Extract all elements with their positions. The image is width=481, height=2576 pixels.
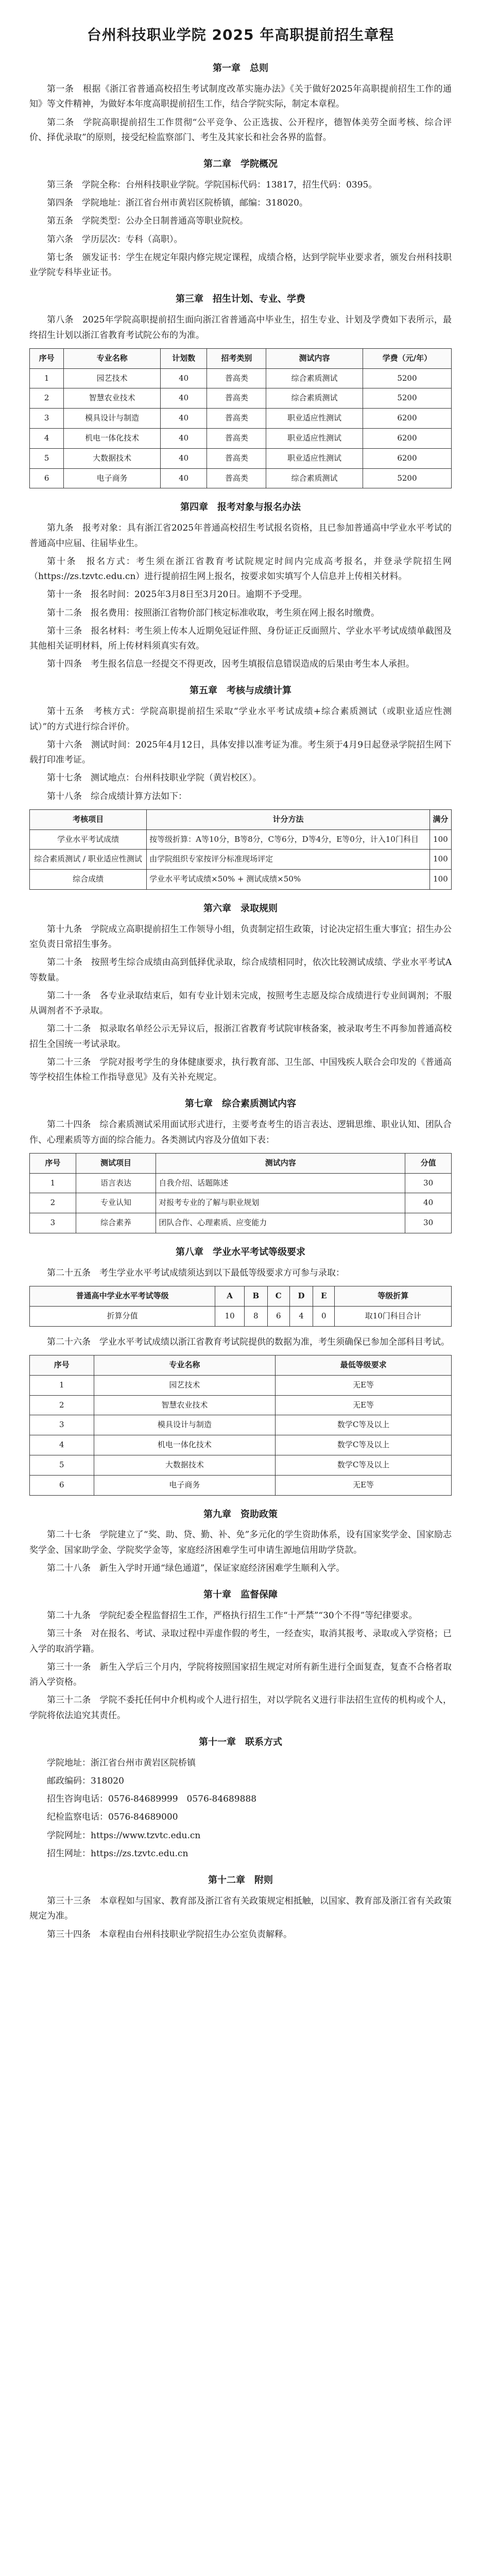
table-cell: 无E等 bbox=[276, 1395, 452, 1415]
chapter-6 bbox=[29, 901, 452, 1085]
table-cell: 语言表达 bbox=[76, 1173, 156, 1193]
contact-line: 学院地址：浙江省台州市黄岩区院桥镇 bbox=[47, 1757, 196, 1768]
paragraph: 第三十条 对在报名、考试、录取过程中弄虚作假的考生，一经查实，取消其报考、录取或入学资格；已入学的取消学籍。 bbox=[29, 1629, 452, 1654]
table-row bbox=[30, 1213, 452, 1233]
table-cell: 4 bbox=[30, 429, 64, 449]
table-header: 普通高中学业水平考试等级 bbox=[30, 1286, 215, 1307]
table-row bbox=[30, 368, 452, 388]
table-cell: 30 bbox=[405, 1213, 452, 1233]
document-title: 台州科技职业学院 2025 年高职提前招生章程 bbox=[87, 26, 394, 43]
table-cell: 6200 bbox=[363, 409, 451, 429]
table-cell: 学业水平考试成绩 bbox=[30, 829, 147, 850]
table-cell: 6 bbox=[267, 1306, 289, 1326]
chapter-heading: 第九章 资助政策 bbox=[203, 1509, 278, 1520]
chapter-5 bbox=[29, 683, 452, 804]
table-header: C bbox=[267, 1286, 289, 1307]
paragraph: 第三条 学院全称：台州科技职业学院。学院国标代码：13817，招生代码：0395。 bbox=[47, 180, 377, 190]
paragraph: 第十四条 考生报名信息一经提交不得更改，因考生填报信息错误造成的后果由考生本人承担。 bbox=[47, 659, 415, 670]
table-cell: 无E等 bbox=[276, 1475, 452, 1495]
table-row bbox=[30, 829, 452, 850]
table-header: 序号 bbox=[30, 1355, 94, 1375]
table-row bbox=[30, 1395, 452, 1415]
table-header: 计分方法 bbox=[147, 809, 430, 829]
table-cell: 电子商务 bbox=[94, 1475, 276, 1495]
table-header: 满分 bbox=[430, 809, 451, 829]
table-cell: 6 bbox=[30, 468, 64, 488]
table-row bbox=[30, 1193, 452, 1213]
table-cell: 10 bbox=[215, 1306, 245, 1326]
table-cell: 3 bbox=[30, 409, 64, 429]
chapter-4 bbox=[29, 500, 452, 672]
paragraph: 第十三条 报名材料：考生须上传本人近期免冠证件照、身份证正反面照片、学业水平考试成绩单截图及其他相关证明材料，所上传材料须真实有效。 bbox=[29, 625, 452, 651]
table-cell: 大数据技术 bbox=[94, 1455, 276, 1475]
paragraph: 第二十条 按照考生综合成绩由高到低择优录取，综合成绩相同时，依次比较测试成绩、学业水平考试A等数量。 bbox=[29, 957, 452, 983]
chapter-heading: 第十二章 附则 bbox=[208, 1875, 273, 1886]
paragraph: 第二十九条 学院纪委全程监督招生工作，严格执行招生工作“十严禁”“30个不得”等纪律要求。 bbox=[47, 1611, 418, 1621]
contact-line: 招生网址：https://zs.tzvtc.edu.cn bbox=[47, 1848, 188, 1859]
table-cell: 普高类 bbox=[207, 468, 266, 488]
table-header-row bbox=[30, 1355, 452, 1375]
table-cell: 2 bbox=[30, 1193, 76, 1213]
chapter-heading: 第七章 综合素质测试内容 bbox=[185, 1098, 296, 1110]
chapter-heading: 第一章 总则 bbox=[213, 63, 268, 74]
table-cell: 40 bbox=[160, 409, 207, 429]
table-cell: 1 bbox=[30, 368, 64, 388]
chapter-7 bbox=[29, 1096, 452, 1147]
table-cell: 5200 bbox=[363, 388, 451, 409]
table-cell: 大数据技术 bbox=[64, 448, 161, 468]
contact-line: 招生咨询电话：0576-84689999 0576-84689888 bbox=[47, 1794, 257, 1805]
table-cell: 综合素质测试 bbox=[266, 468, 363, 488]
table-cell: 园艺技术 bbox=[94, 1375, 276, 1395]
chapter-1 bbox=[29, 61, 452, 145]
paragraph: 第十二条 报名费用：按照浙江省物价部门核定标准收取，考生须在网上报名时缴费。 bbox=[47, 607, 380, 618]
chapter-heading: 第三章 招生计划、专业、学费 bbox=[176, 294, 305, 305]
table-cell: 1 bbox=[30, 1173, 76, 1193]
paragraph: 第十九条 学院成立高职提前招生工作领导小组，负责制定招生政策，讨论决定招生重大事宜；招生办公室负责日常招生事务。 bbox=[29, 924, 452, 950]
table-row bbox=[30, 1435, 452, 1455]
table-cell: 机电一体化技术 bbox=[94, 1435, 276, 1455]
score-calculation-table bbox=[29, 809, 452, 890]
paragraph: 第三十一条 新生入学后三个月内，学院将按照国家招生规定对所有新生进行全面复查，复查不合格者取消入学资格。 bbox=[29, 1662, 452, 1688]
paragraph: 第三十二条 学院不委托任何中介机构或个人进行招生，对以学院名义进行非法招生宣传的机构或个人，学院将依法追究其责任。 bbox=[29, 1695, 452, 1721]
paragraph: 第十八条 综合成绩计算方法如下： bbox=[47, 791, 187, 802]
table-row bbox=[30, 468, 452, 488]
table-cell: 取10门科目合计 bbox=[335, 1306, 452, 1326]
table-cell: 100 bbox=[430, 850, 451, 870]
table-header: D bbox=[289, 1286, 313, 1307]
paragraph: 第三十三条 本章程如与国家、教育部及浙江省有关政策规定相抵触，以国家、教育部及浙江省有关政策规定为准。 bbox=[29, 1896, 452, 1922]
table-cell: 5 bbox=[30, 1455, 94, 1475]
paragraph: 第四条 学院地址：浙江省台州市黄岩区院桥镇，邮编：318020。 bbox=[47, 198, 308, 209]
table-cell: 智慧农业技术 bbox=[64, 388, 161, 409]
table-header-row bbox=[30, 809, 452, 829]
table-header: 分值 bbox=[405, 1153, 452, 1173]
table-row bbox=[30, 1375, 452, 1395]
table-row bbox=[30, 388, 452, 409]
table-header: 最低等级要求 bbox=[276, 1355, 452, 1375]
table-row bbox=[30, 1475, 452, 1495]
table-cell: 40 bbox=[160, 368, 207, 388]
paragraph: 第九条 报考对象：具有浙江省2025年普通高校招生考试报名资格，且已参加普通高中学业水平考试的普通高中应届、往届毕业生。 bbox=[29, 523, 452, 549]
table-header: 等级折算 bbox=[335, 1286, 452, 1307]
table-header: 序号 bbox=[30, 348, 64, 368]
grade-conversion-table bbox=[29, 1286, 452, 1327]
table-cell: 40 bbox=[160, 448, 207, 468]
table-row bbox=[30, 1455, 452, 1475]
table-header: 测试项目 bbox=[76, 1153, 156, 1173]
table-cell: 学业水平考试成绩×50% + 测试成绩×50% bbox=[147, 870, 430, 890]
table-cell: 数学C等及以上 bbox=[276, 1455, 452, 1475]
table-header: A bbox=[215, 1286, 245, 1307]
table-row bbox=[30, 1173, 452, 1193]
test-content-table bbox=[29, 1153, 452, 1233]
paragraph: 第六条 学历层次：专科（高职）。 bbox=[47, 234, 183, 245]
table-header-row bbox=[30, 348, 452, 368]
table-header: 招考类别 bbox=[207, 348, 266, 368]
table-cell: 40 bbox=[405, 1193, 452, 1213]
table-header: B bbox=[244, 1286, 267, 1307]
contact-line: 学院网址：https://www.tzvtc.edu.cn bbox=[47, 1830, 201, 1841]
paragraph: 第二条 学院高职提前招生工作贯彻“公平竞争、公正选拔、公开程序，德智体美劳全面考核、综合评价、择优录取”的原则，接受纪检监察部门、考生及其家长和社会各界的监督。 bbox=[29, 117, 452, 143]
table-cell: 6200 bbox=[363, 429, 451, 449]
chapter-9 bbox=[29, 1507, 452, 1577]
table-row bbox=[30, 429, 452, 449]
table-cell: 6200 bbox=[363, 448, 451, 468]
table-cell: 数学C等及以上 bbox=[276, 1435, 452, 1455]
table-cell: 综合素质测试 bbox=[266, 388, 363, 409]
paragraph: 第二十八条 新生入学时开通“绿色通道”，保证家庭经济困难学生顺利入学。 bbox=[47, 1563, 345, 1573]
chapter-11 bbox=[29, 1735, 452, 1861]
table-cell: 40 bbox=[160, 468, 207, 488]
table-cell: 职业适应性测试 bbox=[266, 409, 363, 429]
table-cell: 8 bbox=[244, 1306, 267, 1326]
paragraph: 第一条 根据《浙江省普通高校招生考试制度改革实施办法》《关于做好2025年高职提前招生工作的通知》等文件精神，为做好本年度高职提前招生工作，结合学院实际，制定本章程。 bbox=[29, 84, 452, 110]
paragraph: 第五条 学院类型：公办全日制普通高等职业院校。 bbox=[47, 216, 248, 227]
chapter-heading: 第六章 录取规则 bbox=[203, 903, 278, 914]
paragraph: 第二十五条 考生学业水平考试成绩须达到以下最低等级要求方可参与录取： bbox=[47, 1267, 345, 1278]
table-cell: 园艺技术 bbox=[64, 368, 161, 388]
table-cell: 2 bbox=[30, 1395, 94, 1415]
table-cell: 团队合作、心理素质、应变能力 bbox=[156, 1213, 405, 1233]
table-row bbox=[30, 1306, 452, 1326]
table-header-row bbox=[30, 1286, 452, 1307]
chapter-heading: 第二章 学院概况 bbox=[203, 159, 278, 170]
chapter-heading: 第四章 报考对象与报名办法 bbox=[180, 502, 301, 513]
table-row bbox=[30, 870, 452, 890]
table-cell: 职业适应性测试 bbox=[266, 429, 363, 449]
table-cell: 100 bbox=[430, 870, 451, 890]
table-cell: 专业认知 bbox=[76, 1193, 156, 1213]
chapter-10 bbox=[29, 1587, 452, 1723]
chapter-heading: 第十章 监督保障 bbox=[203, 1589, 278, 1601]
table-cell: 机电一体化技术 bbox=[64, 429, 161, 449]
table-cell: 40 bbox=[160, 388, 207, 409]
enrollment-plan-table bbox=[29, 348, 452, 489]
table-cell: 0 bbox=[313, 1306, 335, 1326]
table-cell: 模具设计与制造 bbox=[64, 409, 161, 429]
table-header: E bbox=[313, 1286, 335, 1307]
paragraph: 第三十四条 本章程由台州科技职业学院招生办公室负责解释。 bbox=[47, 1929, 292, 1940]
table-header: 序号 bbox=[30, 1153, 76, 1173]
table-cell: 自我介绍、话题陈述 bbox=[156, 1173, 405, 1193]
table-row bbox=[30, 409, 452, 429]
table-cell: 普高类 bbox=[207, 368, 266, 388]
table-header: 计划数 bbox=[160, 348, 207, 368]
table-cell: 4 bbox=[289, 1306, 313, 1326]
table-header-row bbox=[30, 1153, 452, 1173]
table-cell: 综合素养 bbox=[76, 1213, 156, 1233]
table-cell: 普高类 bbox=[207, 409, 266, 429]
chapter-heading: 第十一章 联系方式 bbox=[199, 1736, 282, 1748]
table-cell: 2 bbox=[30, 388, 64, 409]
paragraph: 第七条 颁发证书：学生在规定年限内修完规定课程，成绩合格，达到学院毕业要求者，颁发台州科技职业学院专科毕业证书。 bbox=[29, 252, 452, 278]
table-cell: 职业适应性测试 bbox=[266, 448, 363, 468]
table-cell: 智慧农业技术 bbox=[94, 1395, 276, 1415]
table-row bbox=[30, 448, 452, 468]
paragraph: 第二十一条 各专业录取结束后，如有专业计划未完成，按照考生志愿及综合成绩进行专业间调剂；不服从调剂者不予录取。 bbox=[29, 990, 452, 1016]
contact-line: 纪检监察电话：0576-84689000 bbox=[47, 1812, 178, 1823]
table-cell: 30 bbox=[405, 1173, 452, 1193]
paragraph: 第八条 2025年学院高职提前招生面向浙江省普通高中毕业生，招生专业、计划及学费如下表所示，最终招生计划以浙江省教育考试院公布的为准。 bbox=[29, 315, 452, 341]
table-cell: 3 bbox=[30, 1415, 94, 1435]
chapter-8 bbox=[29, 1245, 452, 1281]
table-header: 学费（元/年） bbox=[363, 348, 451, 368]
paragraph: 第十六条 测试时间：2025年4月12日，具体安排以准考证为准。考生须于4月9日起登录学院招生网下载打印准考证。 bbox=[29, 739, 452, 766]
table-cell: 6 bbox=[30, 1475, 94, 1495]
table-cell: 数学C等及以上 bbox=[276, 1415, 452, 1435]
document bbox=[29, 0, 452, 1966]
table-row bbox=[30, 850, 452, 870]
paragraph: 第十条 报名方式：考生须在浙江省教育考试院规定时间内完成高考报名，并登录学院招生网（https://zs.tzvtc.edu.cn）进行提前招生网上报名，按要求如实填写个人信息并上传相关材料。 bbox=[29, 556, 452, 582]
paragraph: 第二十六条 学业水平考试成绩以浙江省教育考试院提供的数据为准，考生须确保已参加全部科目考试。 bbox=[47, 1336, 450, 1347]
table-cell: 5 bbox=[30, 448, 64, 468]
table-cell: 综合素质测试 bbox=[266, 368, 363, 388]
table-cell: 100 bbox=[430, 829, 451, 850]
paragraph: 第十五条 考核方式：学院高职提前招生采取“学业水平考试成绩+综合素质测试（或职业适应性测试）”的方式进行综合评价。 bbox=[29, 706, 452, 732]
table-header: 考核项目 bbox=[30, 809, 147, 829]
table-header: 专业名称 bbox=[64, 348, 161, 368]
minimum-grade-table bbox=[29, 1355, 452, 1496]
table-cell: 按等级折算：A等10分，B等8分，C等6分，D等4分，E等0分，计入10门科目 bbox=[147, 829, 430, 850]
chapter-3 bbox=[29, 292, 452, 343]
chapter-heading: 第五章 考核与成绩计算 bbox=[190, 685, 291, 697]
chapter-12 bbox=[29, 1873, 452, 1942]
table-cell: 普高类 bbox=[207, 429, 266, 449]
table-cell: 折算分值 bbox=[30, 1306, 215, 1326]
paragraph: 第二十七条 学院建立了“奖、助、贷、勤、补、免”多元化的学生资助体系，设有国家奖学金、国家励志奖学金、国家助学金、学院奖学金等，家庭经济困难学生可申请生源地信用助学贷款。 bbox=[29, 1530, 452, 1555]
table-row bbox=[30, 1415, 452, 1435]
chapter-heading: 第八章 学业水平考试等级要求 bbox=[176, 1246, 305, 1258]
table-cell: 模具设计与制造 bbox=[94, 1415, 276, 1435]
table-cell: 综合素质测试 / 职业适应性测试 bbox=[30, 850, 147, 870]
table-cell: 5200 bbox=[363, 368, 451, 388]
paragraph: 第十一条 报名时间：2025年3月8日至3月20日。逾期不予受理。 bbox=[47, 589, 307, 600]
paragraph: 第二十四条 综合素质测试采用面试形式进行，主要考查考生的语言表达、逻辑思维、职业认知、团队合作、心理素质等方面的综合能力。各类测试内容及分值如下表： bbox=[29, 1120, 452, 1145]
table-header: 测试内容 bbox=[266, 348, 363, 368]
table-header: 测试内容 bbox=[156, 1153, 405, 1173]
paragraph: 第十七条 测试地点：台州科技职业学院（黄岩校区）。 bbox=[47, 773, 262, 784]
table-cell: 3 bbox=[30, 1213, 76, 1233]
table-cell: 4 bbox=[30, 1435, 94, 1455]
table-cell: 电子商务 bbox=[64, 468, 161, 488]
paragraph: 第二十三条 学院对报考学生的身体健康要求，执行教育部、卫生部、中国残疾人联合会印发的《普通高等学校招生体检工作指导意见》及有关补充规定。 bbox=[29, 1057, 452, 1083]
chapter-2 bbox=[29, 157, 452, 280]
table-cell: 1 bbox=[30, 1375, 94, 1395]
table-cell: 普高类 bbox=[207, 388, 266, 409]
table-cell: 40 bbox=[160, 429, 207, 449]
table-cell: 无E等 bbox=[276, 1375, 452, 1395]
table-cell: 普高类 bbox=[207, 448, 266, 468]
contact-line: 邮政编码：318020 bbox=[47, 1775, 124, 1786]
table-cell: 综合成绩 bbox=[30, 870, 147, 890]
table-cell: 由学院组织专家按评分标准现场评定 bbox=[147, 850, 430, 870]
table-cell: 5200 bbox=[363, 468, 451, 488]
paragraph: 第二十二条 拟录取名单经公示无异议后，报浙江省教育考试院审核备案，被录取考生不再参加普通高校招生全国统一考试录取。 bbox=[29, 1024, 452, 1049]
table-cell: 对报考专业的了解与职业规划 bbox=[156, 1193, 405, 1213]
page-bottom-spacer bbox=[29, 1945, 452, 1966]
table-header: 专业名称 bbox=[94, 1355, 276, 1375]
